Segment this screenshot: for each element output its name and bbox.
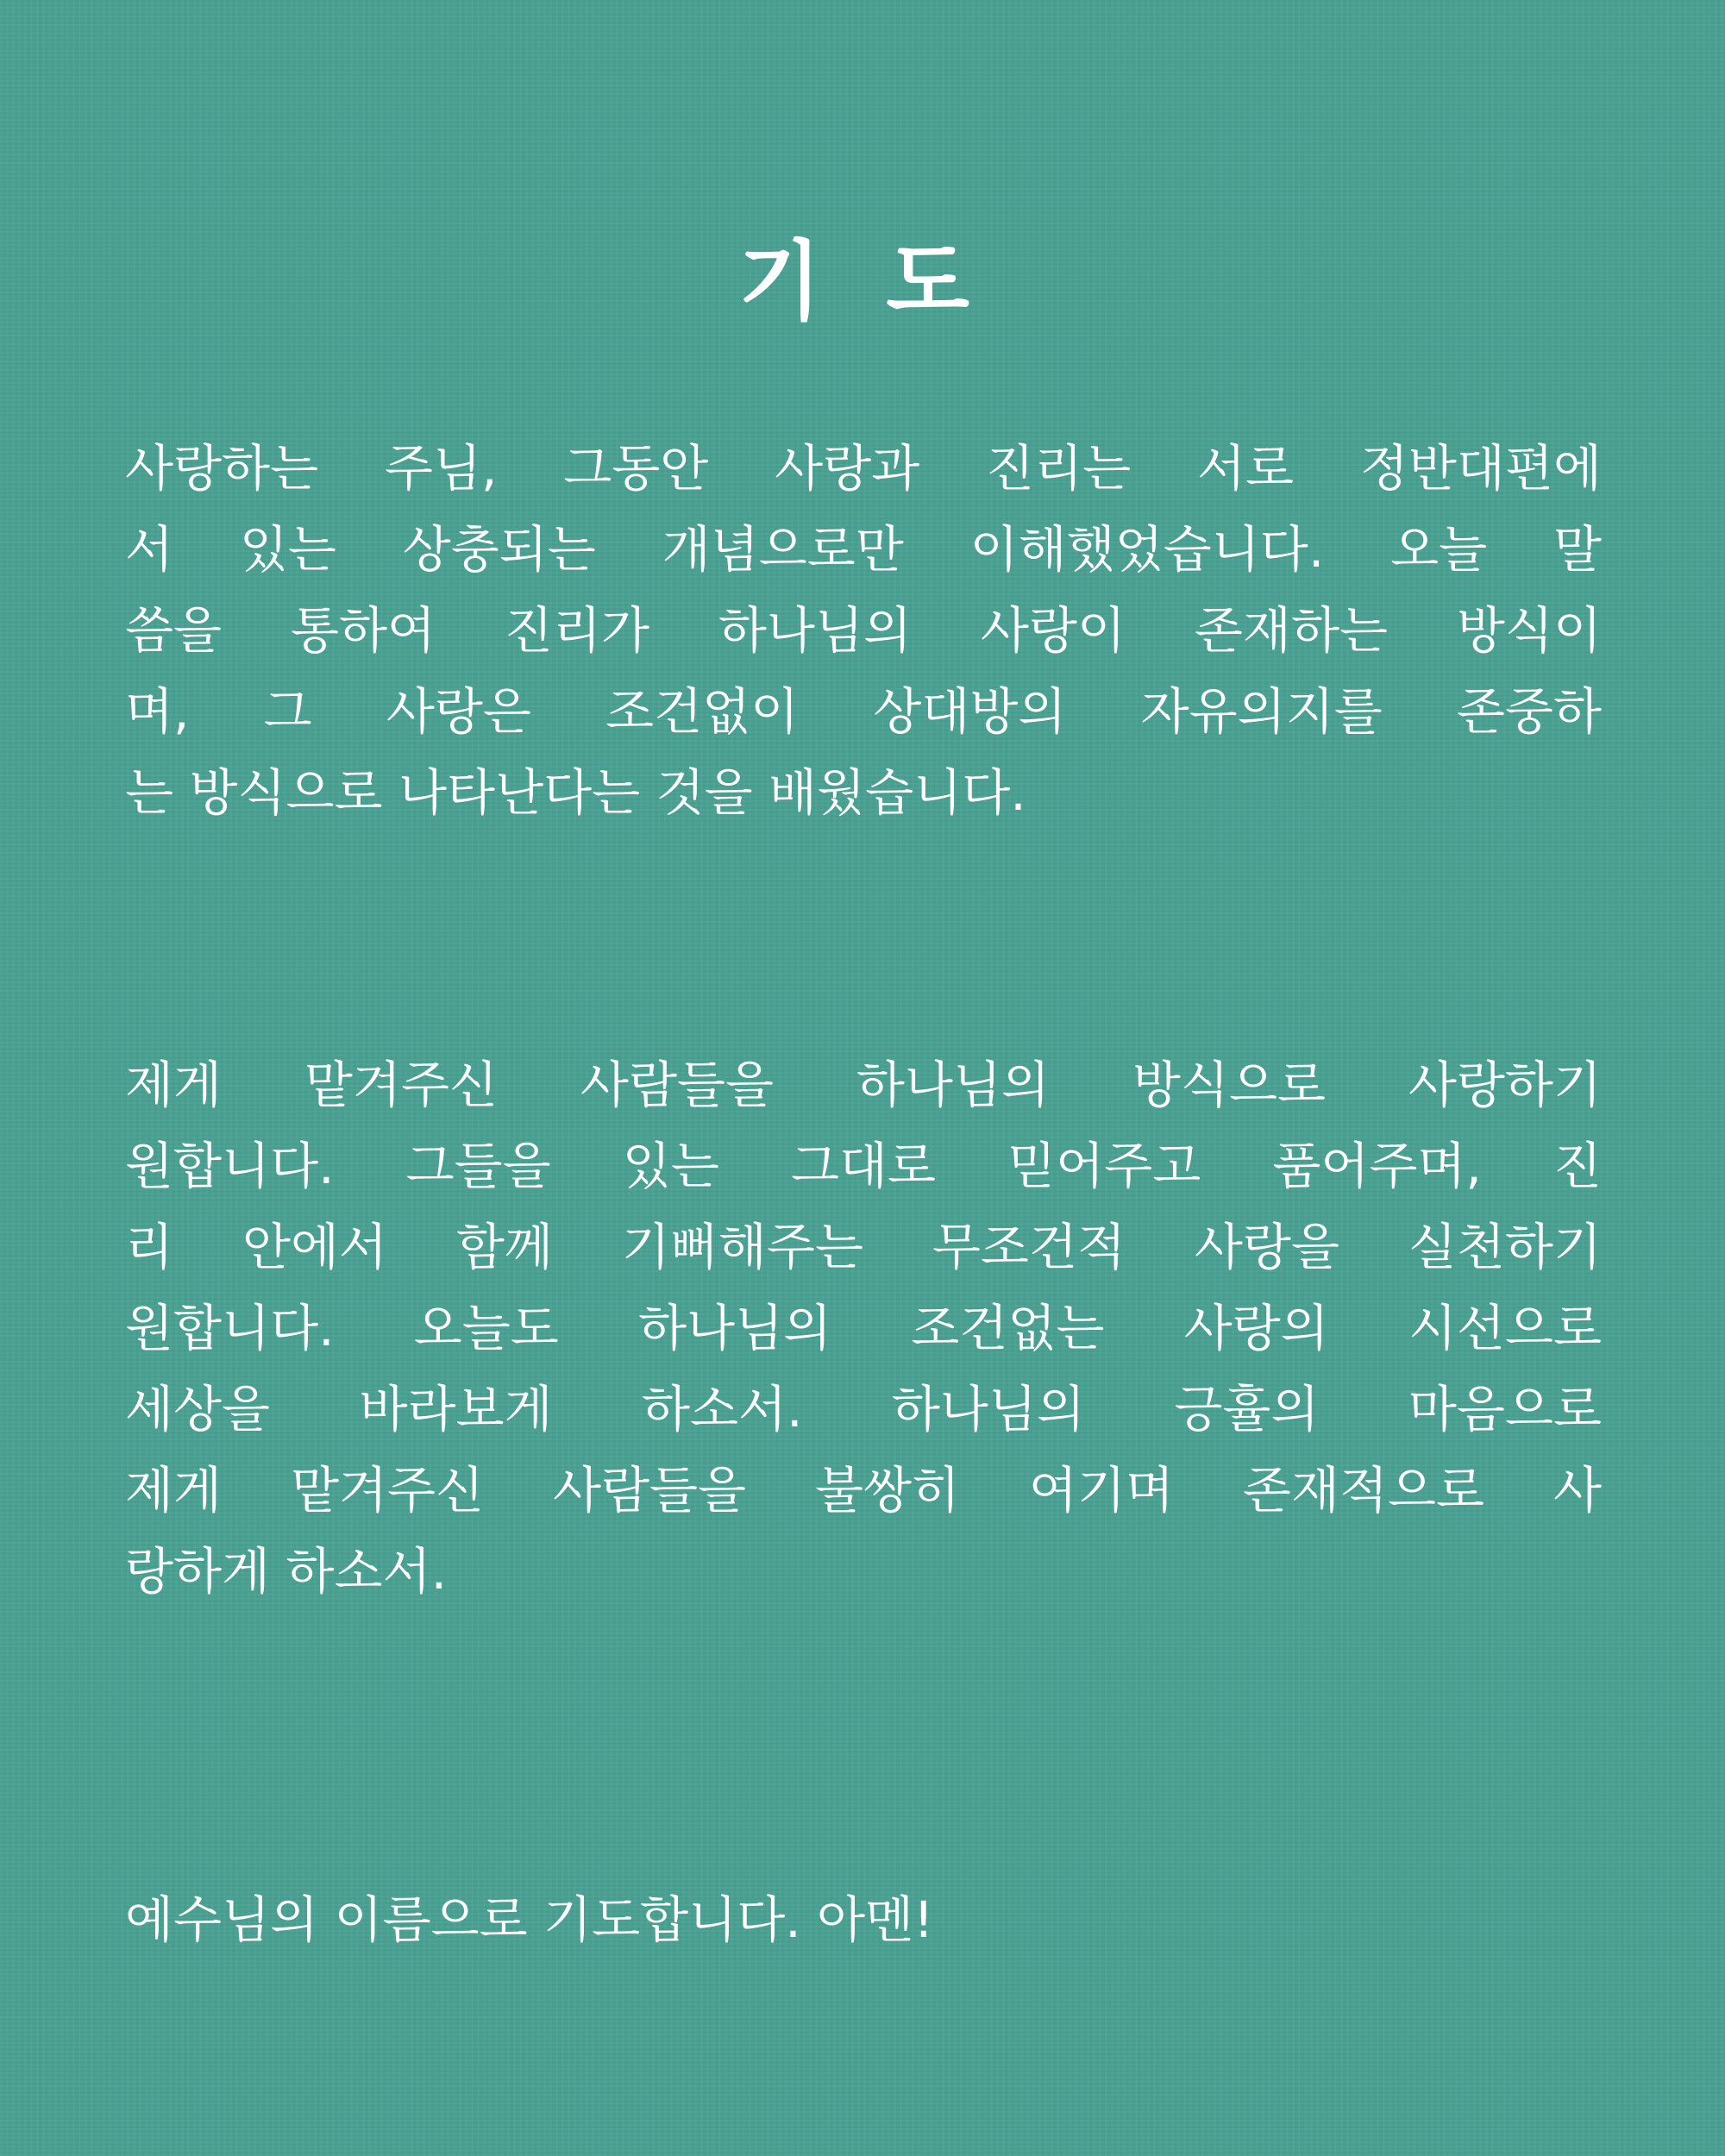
text-line: 며, 그 사랑은 조건없이 상대방의 자유의지를 존중하 (125, 682, 1602, 741)
text-line: 원합니다. 오늘도 하나님의 조건없는 사랑의 시선으로 (125, 1299, 1602, 1357)
paragraph-2 (125, 1044, 1602, 1612)
text-line: 예수님의 이름으로 기도합니다. 아멘! (125, 1890, 934, 1949)
text-line: 세상을 바라보게 하소서. 하나님의 긍휼의 마음으로 (125, 1380, 1602, 1438)
text-line: 제게 맡겨주신 사람들을 불쌍히 여기며 존재적으로 사 (125, 1461, 1602, 1520)
text-line: 씀을 통하여 진리가 하나님의 사랑이 존재하는 방식이 (125, 601, 1602, 660)
paragraph-3 (125, 1879, 1602, 1960)
text-line: 사랑하는 주님, 그동안 사랑과 진리는 서로 정반대편에 (125, 439, 1602, 498)
text-line: 랑하게 하소서. (125, 1542, 448, 1601)
text-line: 는 방식으로 나타난다는 것을 배웠습니다. (125, 763, 1026, 822)
text-line: 원합니다. 그들을 있는 그대로 믿어주고 품어주며, 진 (125, 1137, 1602, 1195)
text-line: 리 안에서 함께 기뻐해주는 무조건적 사랑을 실천하기 (125, 1218, 1602, 1276)
page-title: 기 도 (737, 231, 987, 332)
text-line: 서 있는 상충되는 개념으로만 이해했었습니다. 오늘 말 (125, 520, 1602, 579)
paragraph-1 (125, 428, 1602, 833)
text-line: 제게 맡겨주신 사람들을 하나님의 방식으로 사랑하기 (125, 1056, 1602, 1114)
